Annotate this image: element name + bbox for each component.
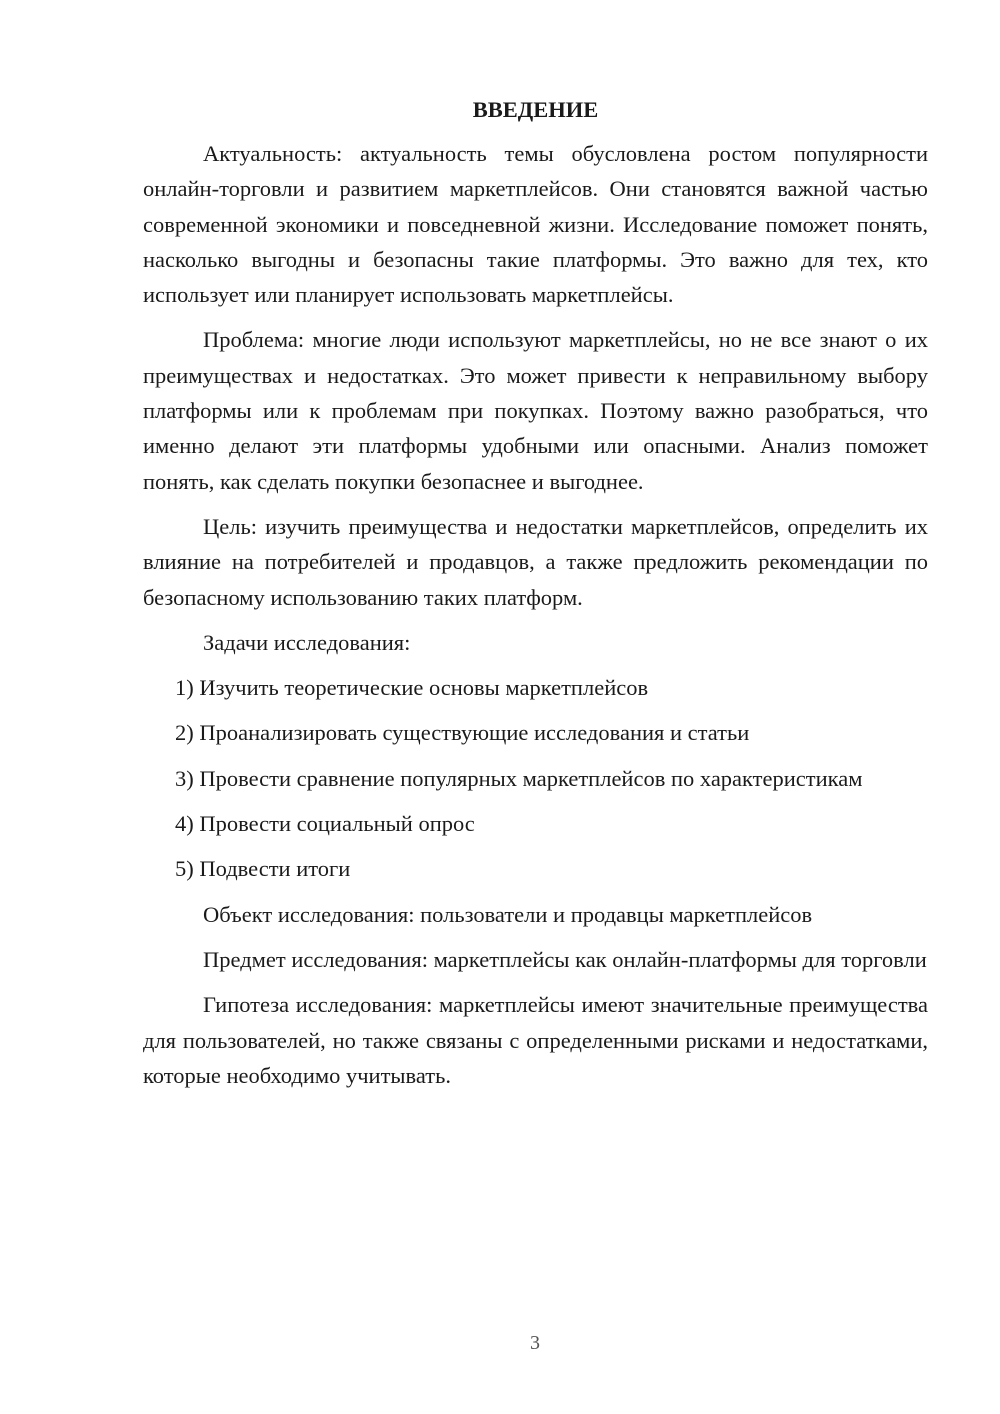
relevance-paragraph: Актуальность: актуальность темы обусловлена ростом популярности онлайн-торговли и развитием маркетплейсов. Они становятся важной частью современной экономики и повседневной жизни. Исследование поможет понять, насколько выгодны и безопасны такие платформы. Это важно для тех, кто использует или планирует использовать маркетплейсы.: [143, 141, 928, 308]
task-item-4: 4) Провести социальный опрос: [175, 811, 475, 837]
task-item-2: 2) Проанализировать существующие исследования и статьи: [175, 720, 750, 746]
task-item-5: 5) Подвести итоги: [175, 856, 351, 882]
task-item-1: 1) Изучить теоретические основы маркетплейсов: [175, 675, 649, 701]
tasks-heading: Задачи исследования:: [203, 629, 411, 655]
task-item-3: 3) Провести сравнение популярных маркетплейсов по характеристикам: [175, 765, 863, 791]
subject-paragraph: Предмет исследования: маркетплейсы как онлайн-платформы для торговли: [203, 946, 927, 972]
page-title: ВВЕДЕНИЕ: [472, 97, 599, 122]
tasks-list: [143, 670, 928, 886]
object-paragraph: Объект исследования: пользователи и продавцы маркетплейсов: [203, 901, 813, 927]
page-number: 3: [530, 1332, 540, 1354]
problem-paragraph: Проблема: многие люди используют маркетплейсы, но не все знают о их преимуществах и недостатках. Это может привести к неправильному выбору платформы или к проблемам при покупках. Поэтому важно разобраться, что именно делают эти платформы удобными или опасными. Анализ поможет понять, как сделать покупки безопаснее и выгоднее.: [143, 327, 928, 494]
document-page: [143, 92, 928, 1103]
goal-paragraph: Цель: изучить преимущества и недостатки маркетплейсов, определить их влияние на потребителей и продавцов, а также предложить рекомендации по безопасному использованию таких платформ.: [143, 513, 928, 610]
hypothesis-paragraph: Гипотеза исследования: маркетплейсы имеют значительные преимущества для пользователей, но также связаны с определенными рисками и недостатками, которые необходимо учитывать.: [143, 992, 928, 1088]
